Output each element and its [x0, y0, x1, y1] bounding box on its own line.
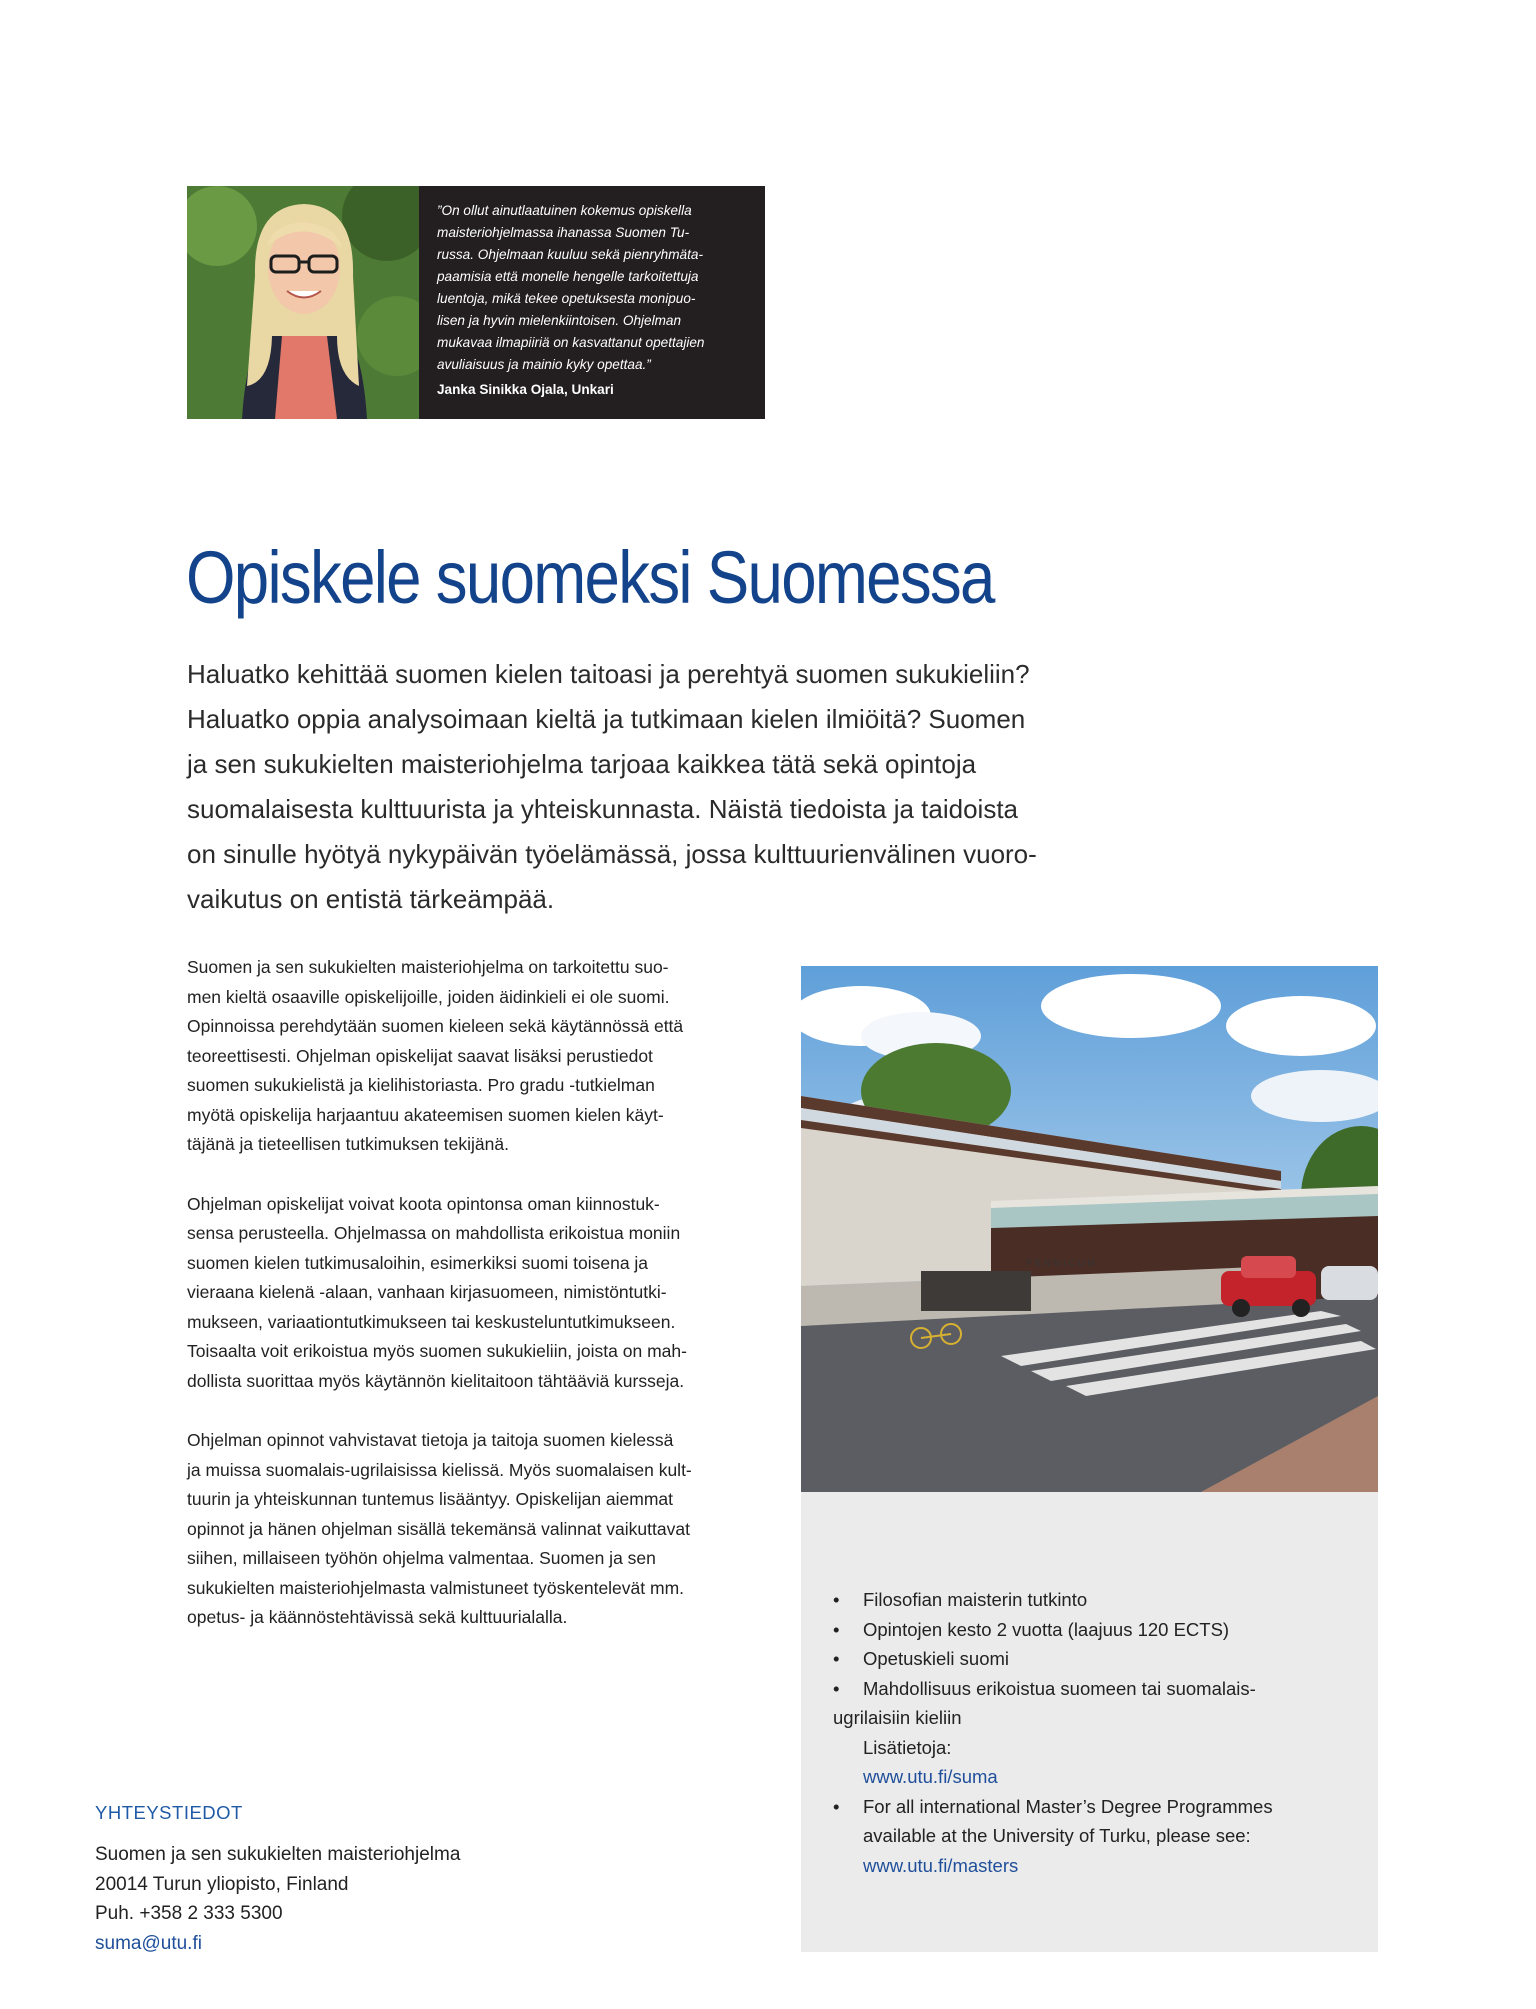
intl-list — [833, 1792, 1358, 1881]
testimonial-author: Janka Sinikka Ojala, Unkari — [437, 382, 614, 397]
portrait-image — [187, 186, 419, 419]
facts-list — [833, 1585, 1358, 1703]
testimonial-quote: ”On ollut ainutlaatuinen kokemus opiskella maisteriohjelmassa ihanassa Suomen Tu- russa. Ohjelmaan kuuluu sekä pienryhmäta- paamisia että monelle hengelle tarkoitettuja luentoja, mikä tekee opetuksesta monipuo- lisen ja hyvin mielenkiintoisen. Ohjelman mukavaa ilmapiiriä on kasvattanut opettajien avuliaisuus ja mainio kyky opettaa.” — [437, 203, 705, 372]
building-sign: PENNICUM — [1026, 1258, 1099, 1268]
programme-facts-box — [801, 1492, 1378, 1952]
suma-link[interactable]: www.utu.fi/suma — [863, 1766, 998, 1787]
contact-email-link[interactable]: suma@utu.fi — [95, 1932, 202, 1954]
contact-programme: Suomen ja sen sukukielten maisteriohjelma — [95, 1844, 461, 1865]
intl-item — [833, 1792, 1358, 1881]
page-title: Opiskele suomeksi Suomessa — [186, 536, 994, 619]
bullet-icon: • — [833, 1795, 840, 1817]
fact-specialisation — [833, 1674, 1358, 1704]
fact-duration: • Opintojen kesto 2 vuotta (laajuus 120 ECTS) — [833, 1615, 1358, 1645]
fact-specialisation-cont: ugrilaisiin kieliin — [833, 1707, 962, 1728]
building-photo-image — [801, 966, 1378, 1492]
body-paragraph-3: Ohjelman opinnot vahvistavat tietoja ja taitoja suomen kielessä ja muissa suomalais-ugrilaisissa kielissä. Myös suomalaisen kult- tuurin ja yhteiskunnan tuntemus lisääntyy. Opiskelijan aiemmat opinnot ja hänen ohjelman sisällä tekemänsä valinnat vaikuttavat siihen, millaiseen työhön ohjelma valmentaa. Suomen ja sen sukukielten maisteriohjelmasta valmistuneet työskentelevät mm. opetus- ja käännöstehtävissä sekä kulttuurialalla. — [187, 1430, 692, 1627]
body-text — [187, 953, 767, 1663]
contact-details — [95, 1840, 460, 1958]
testimonial-portrait — [187, 186, 419, 419]
campus-building-photo — [801, 966, 1378, 1492]
fact-degree: • Filosofian maisterin tutkinto — [833, 1585, 1358, 1615]
contact-heading: YHTEYSTIEDOT — [95, 1802, 243, 1823]
contact-phone: Puh. +358 2 333 5300 — [95, 1903, 283, 1924]
testimonial-quote-box — [419, 186, 765, 419]
intl-line-1: For all international Master’s Degree Programmes — [863, 1795, 1273, 1817]
fact-specialisation-text: Mahdollisuus erikoistua suomeen tai suomalais- — [863, 1677, 1256, 1699]
lead-paragraph: Haluatko kehittää suomen kielen taitoasi ja perehtyä suomen sukukieliin? Haluatko oppia analysoimaan kieltä ja tutkimaan kielen ilmiöitä? Suomen ja sen sukukielten maisteriohjelma tarjoaa kaikkea tätä sekä opintoja suomalaisesta kulttuurista ja yhteiskunnasta. Näistä tiedoista ja taidoista on sinulle hyötyä nykypäivän työelämässä, jossa kulttuurienvälinen vuoro- vaikutus on entistä tärkeämpää. — [187, 659, 1037, 914]
contact-address: 20014 Turun yliopisto, Finland — [95, 1873, 349, 1895]
body-paragraph-1: Suomen ja sen sukukielten maisteriohjelma on tarkoitettu suo- men kieltä osaaville opiskelijoille, joiden äidinkieli ei ole suomi. Opinnoissa perehdytään suomen kieleen sekä käytännössä että teoreettisesti. Ohjelman opiskelijat saavat lisäksi perustiedot suomen sukukielistä ja kielihistoriasta. Pro gradu -tutkielman myötä opiskelija harjaantuu akateemisen suomen kielen käyt- täjänä ja tieteellisen tutkimuksen tekijänä. — [187, 957, 684, 1154]
masters-link[interactable]: www.utu.fi/masters — [863, 1854, 1019, 1876]
intl-line-2: available at the University of Turku, please see: — [863, 1825, 1251, 1846]
more-info-label: Lisätietoja: — [863, 1736, 952, 1758]
body-paragraph-2: Ohjelman opiskelijat voivat koota opintonsa oman kiinnostuk- sensa perusteella. Ohjelmassa on mahdollista erikoistua moniin suomen kielen tutkimusaloihin, esimerkiksi suomi toisena ja vieraana kielenä -alaan, vanhaan kirjasuomeen, nimistöntutki- mukseen, variaationtutkimukseen tai keskusteluntutkimukseen. Toisaalta voit erikoistua myös suomen sukukieliin, joista on mah- dollista suorittaa myös käytännön kielitaitoon tähtääviä kursseja. — [187, 1193, 687, 1391]
fact-language: • Opetuskieli suomi — [833, 1644, 1358, 1674]
